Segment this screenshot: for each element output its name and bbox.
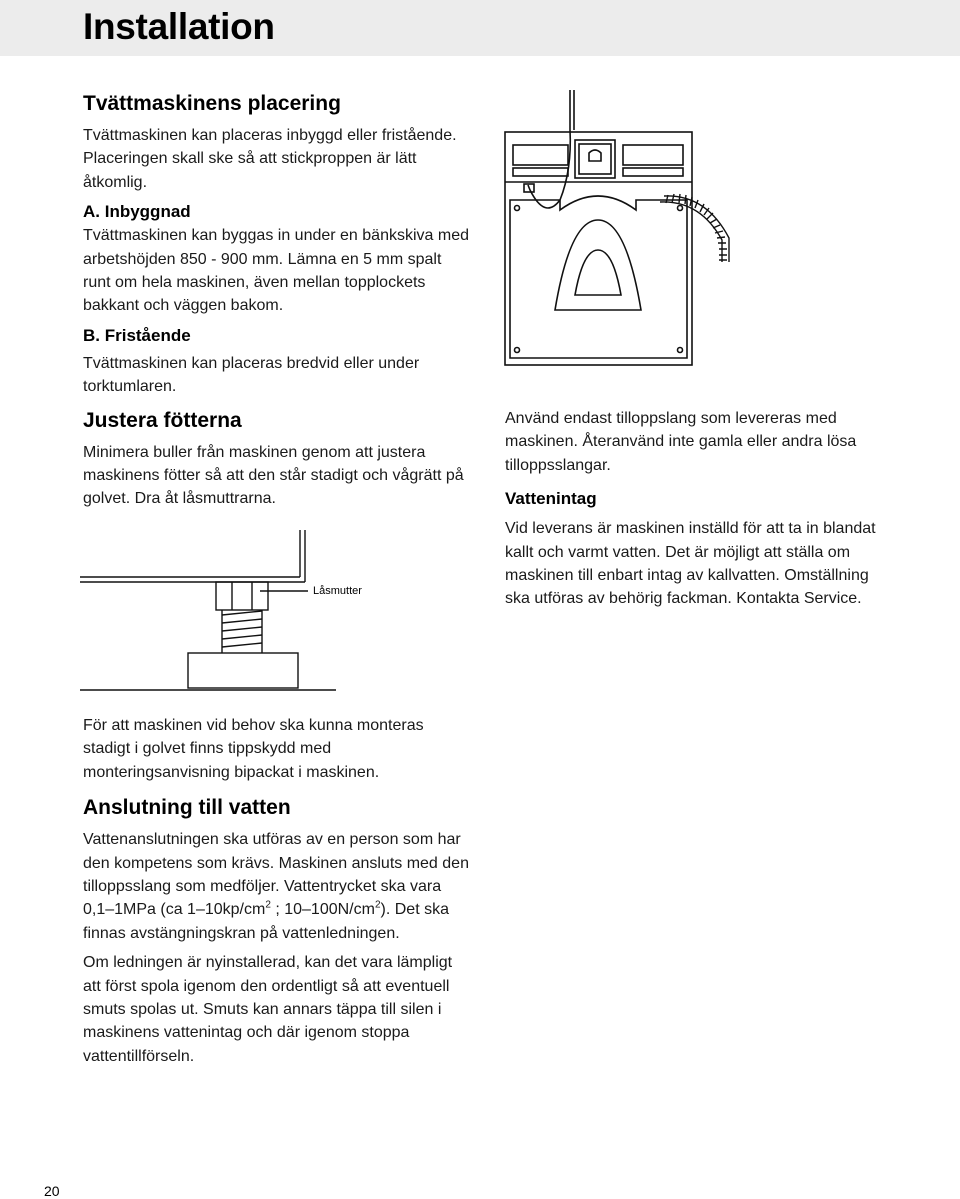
vattenintag-heading: Vattenintag [505,489,597,509]
anslutning-text-1 [83,828,473,945]
fristaende-text: Tvättmaskinen kan placeras bredvid eller under torktumlaren. [83,354,420,396]
slang-text: Använd endast tilloppslang som levereras med maskinen. Återanvänd inte gamla eller andra lösa tilloppsslangar. [505,410,857,474]
anslutning-text-1d: ). Det ska finnas avstängningskran på vattenledningen. [83,901,449,942]
vattenintag-text: Vid leverans är maskinen inställd för att ta in blandat kallt och varmt vatten. Det är möjligt att ställa om maskinen till enbart intag av kallvatten. Omställning ska utföras av behörig fackman. Kontakta Service. [505,520,876,608]
inbyggnad-text: Tvättmaskinen kan byggas in under en bänkskiva med arbetshöjden 850 - 900 mm. Lämna en 5 mm spalt runt om hela maskinen, även mellan topplockets bakkant och väggen bakom. [83,227,469,315]
left-column-lower [83,714,473,1068]
foot-adjustment-figure [80,525,370,695]
anslutning-text-1c: ; 10–100N/cm [275,901,375,919]
placering-heading: Tvättmaskinens placering [83,92,341,115]
fristaende-heading: B. Fristående [83,325,191,345]
tippskydd-text: För att maskinen vid behov ska kunna monteras stadigt i golvet finns tippskydd med monteringsanvisning bipackat i maskinen. [83,717,424,781]
superscript-2: 2 [374,900,381,912]
justera-text: Minimera buller från maskinen genom att justera maskinens fötter så att den står stadigt och vågrätt på golvet. Dra åt låsmuttrarna. [83,443,464,508]
right-column [505,407,895,611]
anslutning-text-1b: Vattentrycket ska vara 0,1–1MPa (ca 1–10kp/cm [83,878,442,919]
anslutning-text-1a: Vattenanslutningen ska utföras av en person som har den kompetens som krävs. Maskinen ansluts med den tilloppsslang som medföljer. [83,831,469,896]
anslutning-text-2: Om ledningen är nyinstallerad, kan det vara lämpligt att först spola igenom den ordentligt så att eventuell smuts spolas ut. Smuts kan annars täppa till silen i maskinens vattenintag och där igenom stoppa vattentillförseln. [83,954,453,1065]
inbyggnad-heading: A. Inbyggnad [83,202,191,222]
page-title: Installation [83,6,275,47]
justera-heading: Justera fötterna [83,408,242,432]
anslutning-heading: Anslutning till vatten [83,796,291,820]
machine-back-figure [500,90,740,380]
lasmutter-label: Låsmutter [313,585,362,597]
placering-intro: Tvättmaskinen kan placeras inbyggd eller fristående. Placeringen skall ske så att stickproppen är lätt åtkomlig. [83,127,457,191]
superscript-1: 2 [265,900,271,912]
page-number: 20 [44,1183,60,1199]
left-column [83,90,473,511]
